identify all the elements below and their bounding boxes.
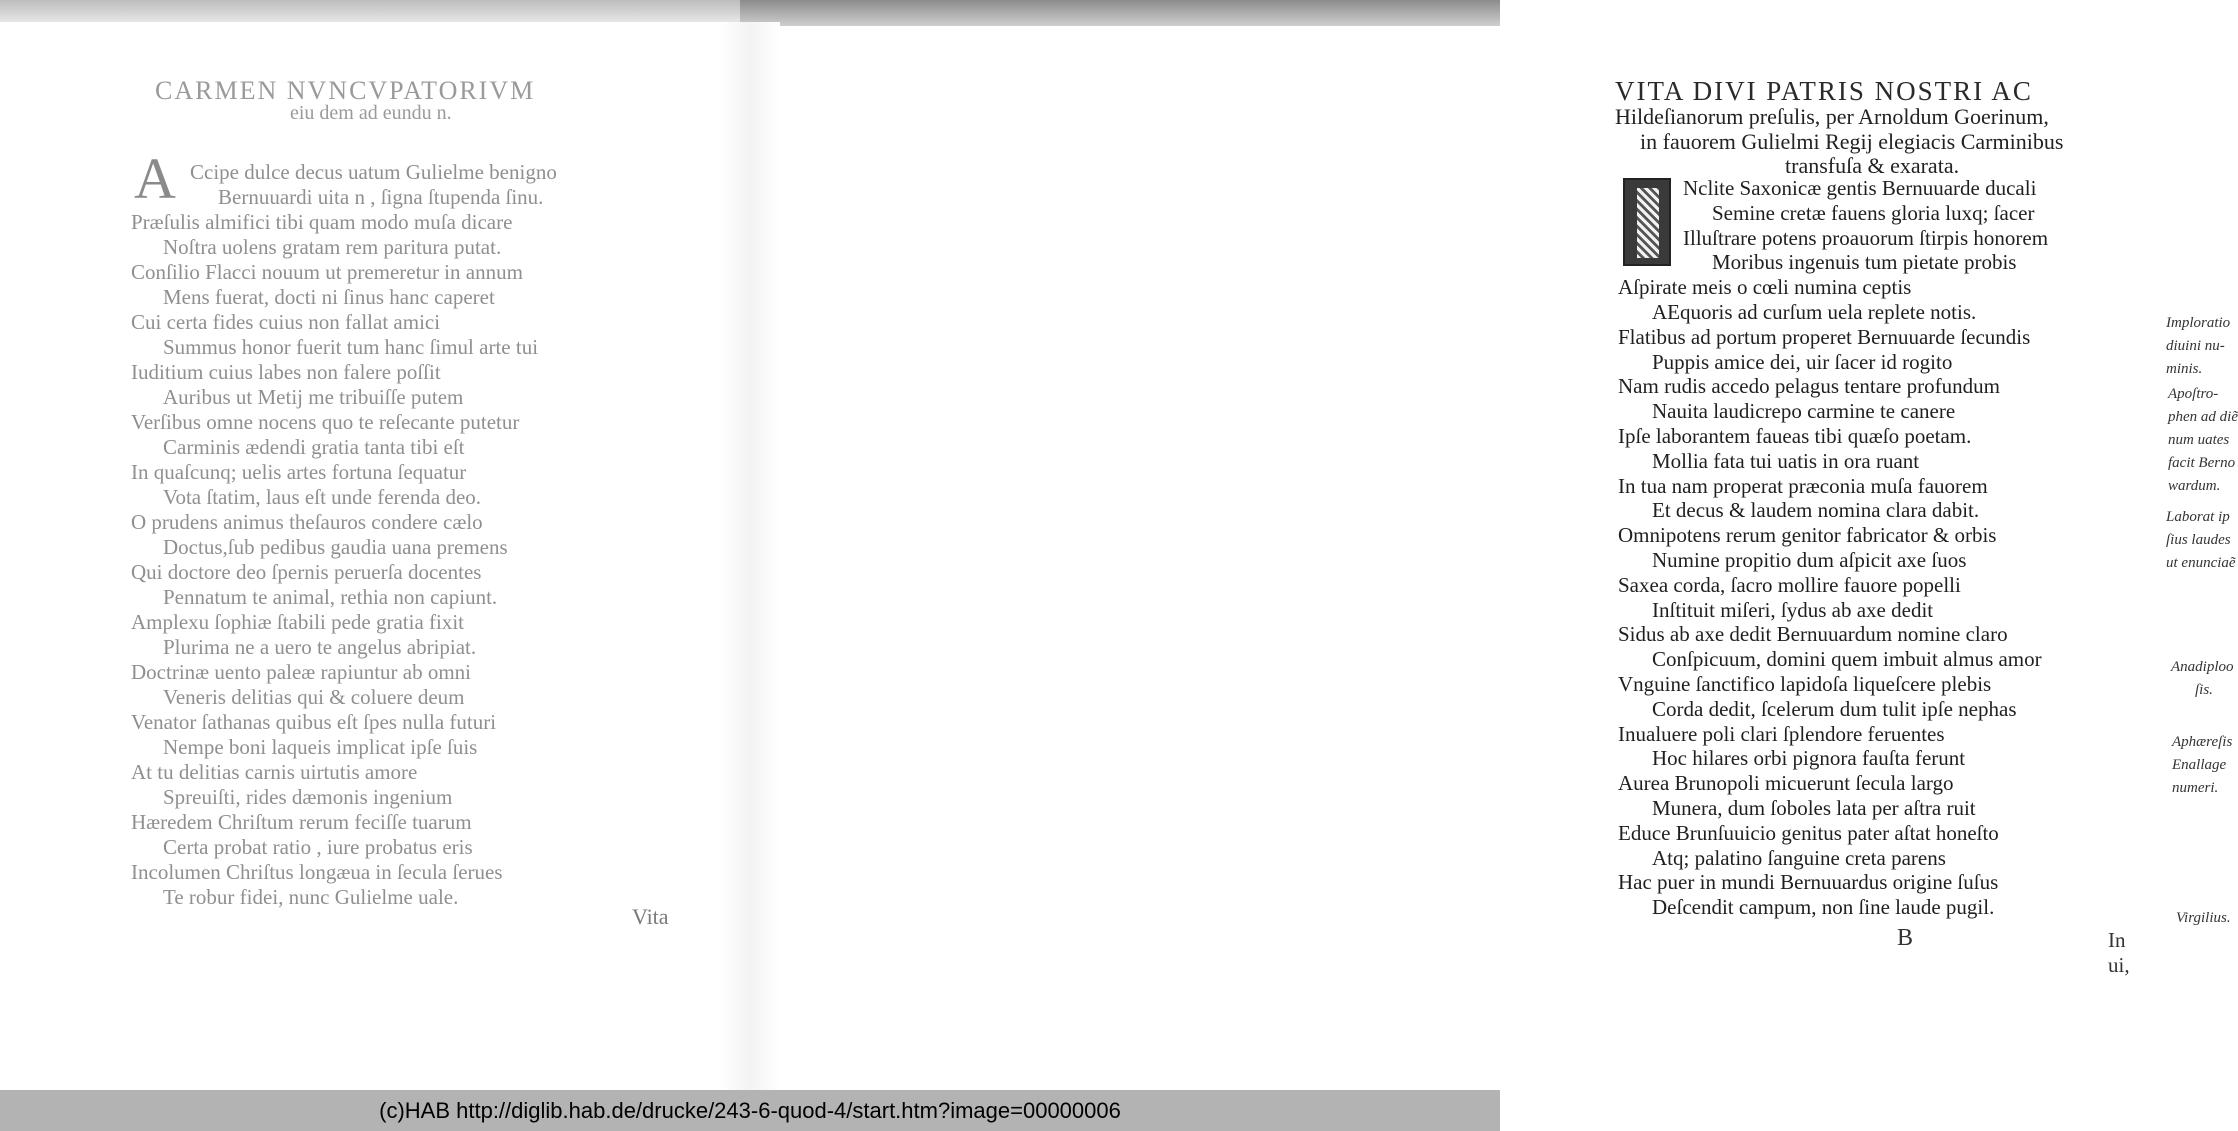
margin-note-line: Aphæreſis (2172, 734, 2233, 750)
right-verse-line: Deſcendit campum, non ſine laude pugil. (1652, 895, 1995, 920)
right-title-line: in fauorem Gulielmi Regij elegiacis Carminibus (1640, 129, 2064, 154)
right-verse-line: Et decus & laudem nomina clara dabit. (1652, 498, 1980, 523)
left-verse-line: Qui doctore deo ſpernis peruerſa docentes (131, 560, 482, 584)
left-page-subtitle: eiu dem ad eundu n. (290, 102, 452, 124)
right-verse-line: Munera, dum ſoboles lata per aſtra ruit (1652, 796, 1976, 820)
scan-top-edge (0, 0, 1500, 22)
left-catchword: Vita (632, 904, 669, 929)
margin-note-line: facit Berno (2168, 455, 2236, 471)
left-verse-line: Pennatum te animal, rethia non capiunt. (163, 585, 498, 609)
right-verse-line: Puppis amice dei, uir ſacer id rogito (1652, 349, 1953, 374)
right-verse-line: Inſtituit miſeri, ſydus ab axe dedit (1652, 597, 1934, 622)
left-verse-line: Doctus,ſub pedibus gaudia uana premens (163, 535, 508, 559)
margin-note (2168, 383, 2238, 498)
left-verse-line: Iuditium cuius labes non falere poſſit (131, 360, 441, 384)
drop-cap-ornament (1637, 188, 1659, 258)
right-verse-line: Nauita laudicrepo carmine te canere (1652, 399, 1956, 424)
right-verse-line: Moribus ingenuis tum pietate probis (1712, 250, 2017, 275)
right-page-heading: VITA DIVI PATRIS NOSTRI AC (1615, 76, 2033, 106)
left-page-title: CARMEN NVNCVPATORIVM (155, 76, 536, 105)
right-verse-line: Nclite Saxonicæ gentis Bernuuarde ducali (1683, 176, 2037, 200)
right-verse-line: Hoc hilares orbi pignora fauſta ferunt (1652, 746, 1966, 771)
ornamental-drop-cap-i (1623, 178, 1671, 266)
left-verse-line: At tu delitias carnis uirtutis amore (131, 760, 418, 784)
margin-note-line: num uates (2168, 432, 2230, 448)
right-verse-line: Educe Brunſuuicio genitus pater aſtat honeſto (1618, 820, 1999, 845)
margin-note-line: minis. (2166, 361, 2203, 377)
left-verse-line: Spreuiſti, rides dæmonis ingenium (163, 785, 453, 809)
left-verse-line: Auribus ut Metij me tribuiſſe putem (163, 385, 464, 409)
right-verse-line: Flatibus ad portum properet Bernuuarde ſecundis (1618, 324, 2031, 349)
book-gutter (720, 22, 780, 1090)
margin-note (2171, 656, 2234, 702)
left-verse-line: Vota ſtatim, laus eſt unde ferenda deo. (163, 485, 482, 509)
left-verse-line: Conſilio Flacci nouum ut premeretur in annum (131, 260, 523, 284)
right-title-line: transfuſa & exarata. (1785, 153, 1960, 178)
right-catchword: In ui, (2108, 928, 2130, 977)
left-verse-line: In quaſcunq; uelis artes fortuna ſequatur (131, 460, 467, 484)
right-verse-line: Numine propitio dum aſpicit axe ſuos (1652, 548, 1967, 572)
left-verse-line: O prudens animus theſauros condere cælo (131, 510, 483, 534)
margin-note-line: Imploratio (2166, 315, 2231, 331)
left-verse-line: Te robur fidei, nunc Gulielme uale. (163, 885, 459, 909)
margin-note-line: Virgilius. (2176, 910, 2231, 926)
margin-note-line: ſius laudes (2166, 532, 2231, 548)
right-verse-line: In tua nam properat præconia muſa fauorem (1618, 473, 1988, 498)
left-verse-line: Incolumen Chriſtus longæua in ſecula ſerues (131, 860, 503, 884)
left-verse-line: Venator ſathanas quibus eſt ſpes nulla futuri (131, 710, 497, 734)
margin-note (2166, 506, 2236, 575)
right-verse-line: Mollia fata tui uatis in ora ruant (1652, 448, 1920, 473)
margin-note-line: Apoſtro- (2168, 386, 2219, 402)
right-verse-line: Hac puer in mundi Bernuuardus origine ſuſus (1618, 870, 1999, 895)
left-verse-line: Nempe boni laqueis implicat ipſe ſuis (163, 735, 478, 759)
left-verse-line: Certa probat ratio , iure probatus eris (163, 835, 473, 859)
left-verse-line: Cui certa fides cuius non fallat amici (131, 310, 441, 334)
right-verse-line: Saxea corda, ſacro mollire fauore popelli (1618, 572, 1961, 597)
right-verse-line: Aurea Brunopoli micuerunt ſecula largo (1618, 771, 1954, 796)
margin-note-line: ut enunciaẽ (2166, 555, 2236, 571)
left-verse-line: Carminis ædendi gratia tanta tibi eſt (163, 435, 465, 459)
right-title-line: Hildeſianorum preſulis, per Arnoldum Goerinum, (1615, 104, 2049, 129)
right-verse-line: Corda dedit, ſcelerum dum tulit ipſe nephas (1652, 696, 2017, 721)
scan-top-shade (740, 0, 1500, 26)
right-verse-line: Vnguine ſanctifico lapidoſa liqueſcere plebis (1618, 672, 1992, 696)
margin-note (2172, 731, 2232, 800)
margin-note-line: Enallage (2172, 757, 2227, 773)
right-verse-line: Conſpicuum, domini quem imbuit almus amor (1652, 647, 2042, 672)
left-verse-line: Mens fuerat, docti ni ſinus hanc caperet (163, 285, 495, 309)
left-verse-line: Summus honor fuerit tum hanc ſimul arte tui (163, 335, 539, 359)
signature-mark: B (1897, 925, 1914, 951)
right-verse-line: Semine cretæ fauens gloria luxq; ſacer (1712, 200, 2035, 225)
margin-note-line: phen ad diẽ (2168, 409, 2238, 425)
margin-note-line: ſis. (2195, 682, 2213, 698)
left-verse-line: Noſtra uolens gratam rem paritura putat. (163, 235, 502, 259)
left-verse-line: Veneris delitias qui & coluere deum (163, 685, 465, 709)
left-verse-line: Verſibus omne nocens quo te reſecante putetur (131, 410, 520, 434)
right-verse-line: Illuſtrare potens proauorum ſtirpis honorem (1683, 225, 2049, 250)
right-verse-line: Sidus ab axe dedit Bernuuardum nomine claro (1618, 622, 2008, 647)
right-verse-line: Atq; palatino ſanguine creta parens (1652, 845, 1946, 870)
right-verse-line: Ipſe laborantem faueas tibi quæſo poetam. (1618, 424, 1972, 448)
left-verse-line: Bernuuardi uita n , ſigna ſtupenda ſinu. (218, 185, 544, 209)
left-verse-line: Hæredem Chriſtum rerum feciſſe tuarum (131, 810, 472, 834)
margin-note (2166, 312, 2230, 381)
margin-note-line: Anadiploo (2171, 659, 2234, 675)
right-verse-line: AEquoris ad curſum uela replete notis. (1652, 300, 1977, 324)
left-verse-line: Plurima ne a uero te angelus abripiat. (163, 635, 477, 659)
margin-note-line: Laborat ip (2166, 509, 2230, 525)
margin-note (2176, 907, 2231, 930)
right-verse-line: Nam rudis accedo pelagus tentare profundum (1618, 374, 2000, 399)
left-drop-cap: A (134, 146, 176, 211)
right-verse-line: Omnipotens rerum genitor fabricator & orbis (1618, 523, 1997, 548)
left-verse-line: Doctrinæ uento paleæ rapiuntur ab omni (131, 660, 472, 684)
left-verse-line: Præſulis almifici tibi quam modo muſa dicare (131, 210, 513, 234)
copyright-footer: (c)HAB http://diglib.hab.de/drucke/243-6-quod-4/start.htm?image=00000006 (0, 1090, 1500, 1131)
left-verse-line: Ccipe dulce decus uatum Gulielme benigno (190, 160, 557, 184)
right-verse-line: Aſpirate meis o cœli numina ceptis (1618, 275, 1912, 300)
right-verse-line: Inualuere poli clari ſplendore feruentes (1618, 721, 1945, 746)
margin-note-line: wardum. (2168, 478, 2221, 494)
margin-note-line: diuini nu- (2166, 338, 2225, 354)
left-verse-line: Amplexu ſophiæ ſtabili pede gratia fixit (131, 610, 465, 634)
margin-note-line: numeri. (2172, 780, 2219, 796)
